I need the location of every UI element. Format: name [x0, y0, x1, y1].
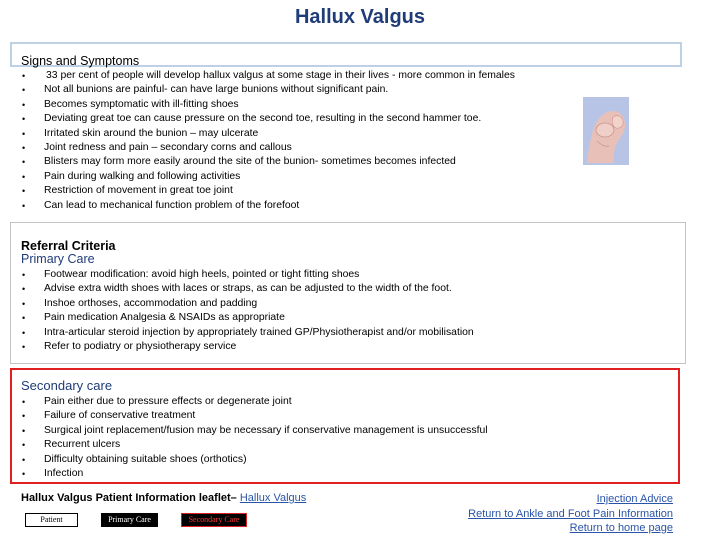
list-item-text: Pain during walking and following activities: [44, 170, 241, 182]
bullet-icon: •: [22, 313, 26, 324]
bullet-icon: •: [22, 440, 26, 451]
bullet-icon: •: [22, 157, 26, 168]
list-item-text: Not all bunions are painful- can have large bunions without significant pain.: [44, 84, 389, 96]
bullet-icon: •: [22, 200, 26, 211]
bullet-icon: •: [22, 341, 26, 352]
bullet-icon: •: [22, 128, 26, 139]
list-item-text: Advise extra width shoes with laces or straps, as can be adjusted to the width of the foot.: [44, 283, 452, 295]
list-item: [0, 467, 690, 481]
bullet-icon: •: [22, 454, 26, 465]
home-page-link[interactable]: Return to home page: [569, 522, 673, 534]
referral-heading: Referral Criteria: [21, 239, 116, 253]
primary-care-heading: Primary Care: [21, 252, 95, 266]
bullet-icon: •: [22, 425, 26, 436]
primary-care-button[interactable]: Primary Care: [101, 513, 158, 527]
bullet-icon: •: [22, 71, 26, 81]
list-item-text: Difficulty obtaining suitable shoes (orthotics): [44, 453, 247, 465]
secondary-care-list: [0, 395, 690, 481]
list-item: [0, 184, 690, 198]
secondary-care-button[interactable]: Secondary Care: [181, 513, 247, 527]
list-item: [0, 170, 690, 184]
list-item-text: Intra-articular steroid injection by appropriately trained GP/Physiotherapist and/or mobilisation: [44, 326, 474, 338]
bullet-icon: •: [22, 397, 26, 407]
signs-heading: Signs and Symptoms: [21, 54, 140, 68]
bunion-foot-image: [583, 97, 629, 165]
list-item-text: Joint redness and pain – secondary corns and callous: [44, 141, 292, 153]
list-item: [0, 438, 690, 452]
bullet-icon: •: [22, 114, 26, 125]
list-item: [0, 424, 690, 438]
leaflet-line: [21, 492, 306, 504]
bullet-icon: •: [22, 85, 26, 96]
bullet-icon: •: [22, 411, 26, 422]
list-item-text: Can lead to mechanical function problem of the forefoot: [44, 199, 300, 211]
list-item: [0, 69, 690, 83]
list-item: [0, 297, 690, 311]
list-item: [0, 199, 690, 213]
bullet-icon: •: [22, 270, 26, 280]
patient-button[interactable]: Patient: [25, 513, 78, 527]
list-item-text: Blisters may form more easily around the site of the bunion- sometimes becomes infected: [44, 156, 456, 168]
bullet-icon: •: [22, 99, 26, 110]
list-item: [0, 268, 690, 282]
bullet-icon: •: [22, 468, 26, 479]
nav-links: [468, 492, 673, 536]
list-item: [0, 453, 690, 467]
list-item-text: Deviating great toe can cause pressure on the second toe, resulting in the second hammer toe.: [44, 113, 482, 125]
bullet-icon: •: [22, 327, 26, 338]
leaflet-link[interactable]: Hallux Valgus: [239, 492, 307, 504]
list-item-text: Refer to podiatry or physiotherapy service: [44, 340, 237, 352]
leaflet-label: Hallux Valgus Patient Information leaflet–: [21, 492, 240, 504]
primary-care-list: [0, 268, 690, 354]
bullet-icon: •: [22, 171, 26, 182]
bullet-icon: •: [22, 142, 26, 153]
list-item: [0, 311, 690, 325]
list-item-text: Pain medication Analgesia & NSAIDs as appropriate: [44, 312, 285, 324]
list-item: [0, 409, 690, 423]
injection-advice-link[interactable]: Injection Advice: [596, 493, 673, 505]
ankle-foot-pain-link[interactable]: Return to Ankle and Foot Pain Information: [468, 507, 673, 520]
list-item-text: 33 per cent of people will develop hallux valgus at some stage in their lives - more common in females: [46, 70, 515, 81]
secondary-care-heading: Secondary care: [21, 378, 113, 393]
list-item: [0, 395, 690, 409]
list-item-text: Footwear modification: avoid high heels, pointed or tight fitting shoes: [44, 269, 360, 280]
bullet-icon: •: [22, 186, 26, 197]
list-item-text: Irritated skin around the bunion – may ulcerate: [44, 127, 259, 139]
list-item-text: Pain either due to pressure effects or degenerate joint: [44, 396, 292, 407]
list-item-text: Restriction of movement in great toe joint: [44, 185, 233, 197]
list-item-text: Recurrent ulcers: [44, 439, 121, 451]
list-item-text: Becomes symptomatic with ill-fitting shoes: [44, 98, 239, 110]
page-title: Hallux Valgus: [294, 6, 426, 28]
list-item: [0, 326, 690, 340]
list-item: [0, 282, 690, 296]
list-item: [0, 340, 690, 354]
list-item-text: Inshoe orthoses, accommodation and padding: [44, 297, 258, 309]
list-item-text: Infection: [44, 467, 84, 479]
list-item-text: Surgical joint replacement/fusion may be necessary if conservative management is unsuccessful: [44, 424, 488, 436]
bullet-icon: •: [22, 298, 26, 309]
bullet-icon: •: [22, 284, 26, 295]
list-item: [0, 83, 690, 97]
list-item-text: Failure of conservative treatment: [44, 410, 196, 422]
